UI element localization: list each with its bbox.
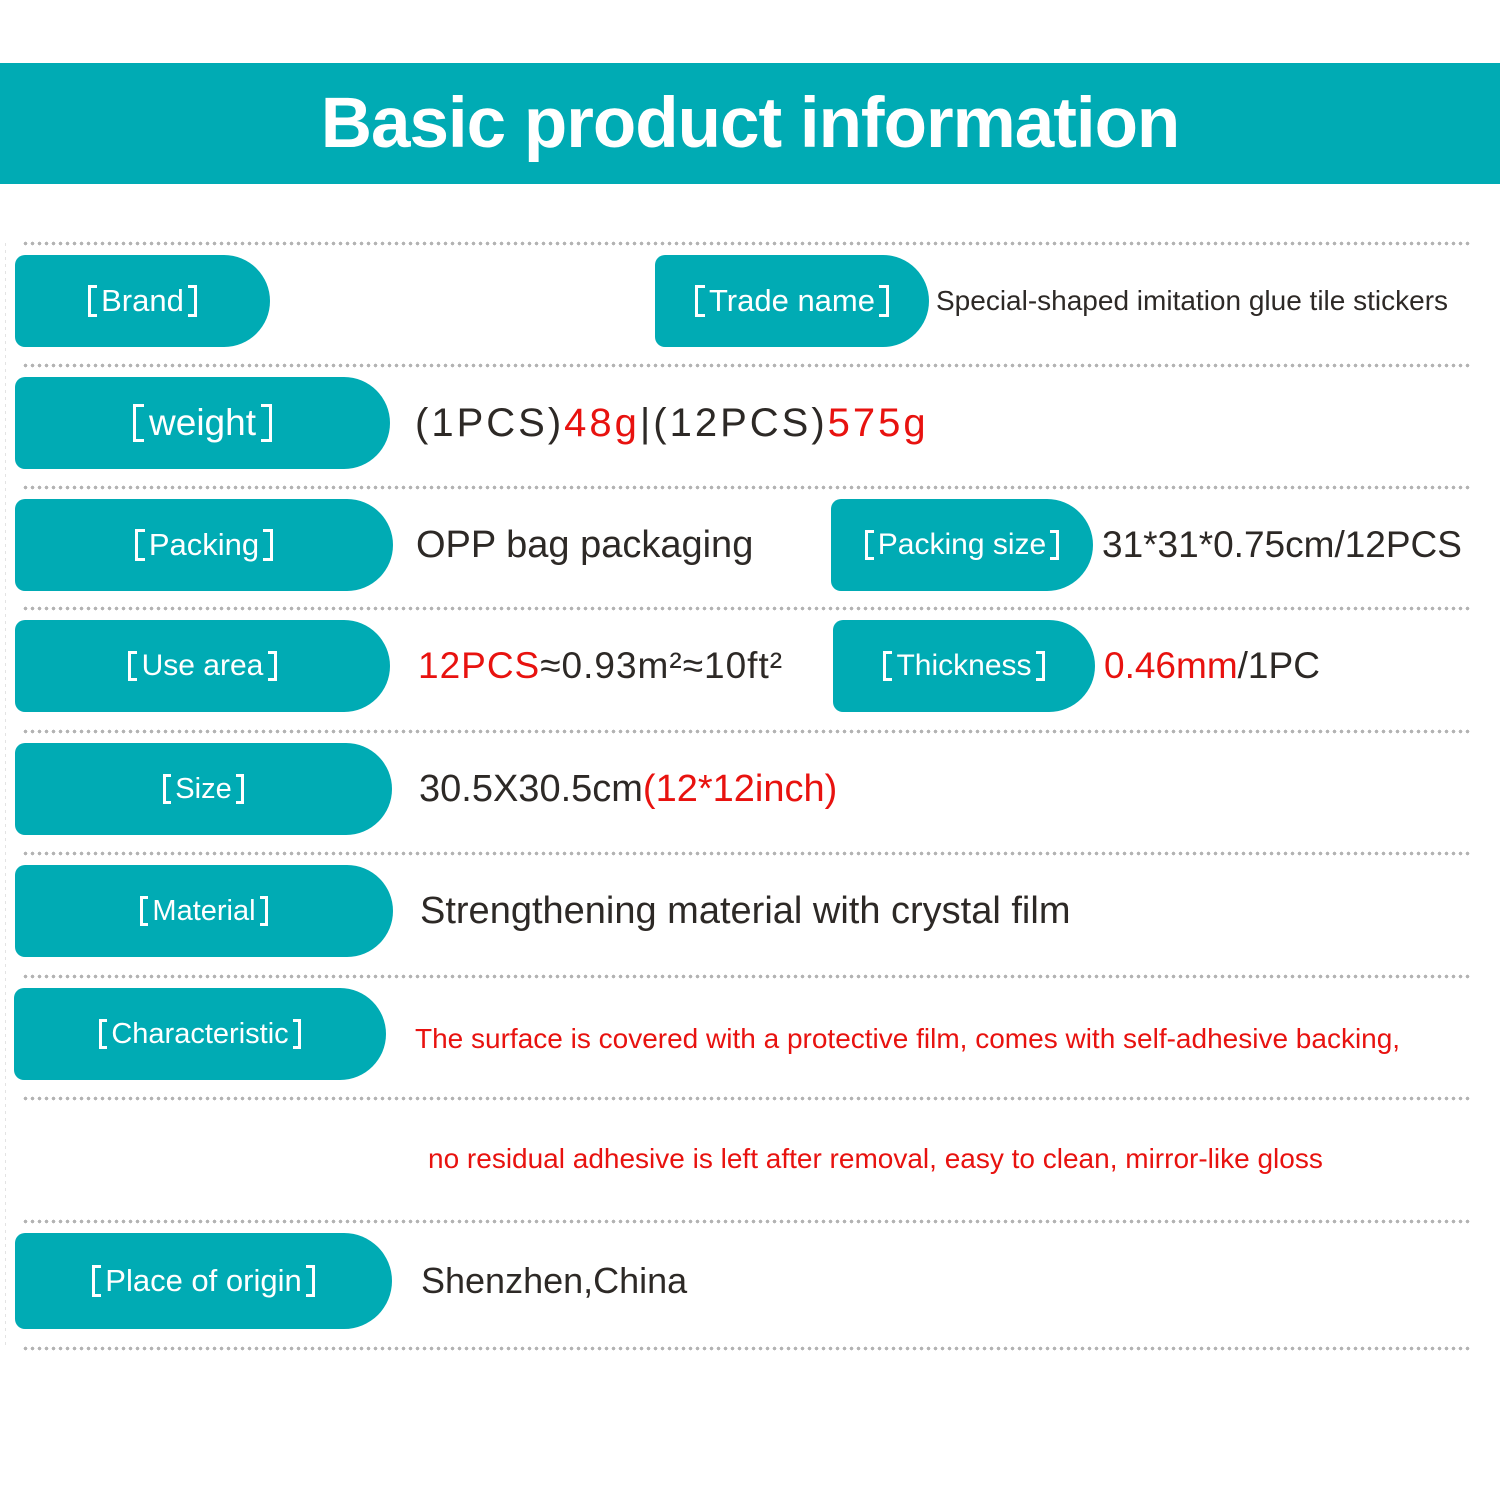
right-bracket-glyph [293,1019,302,1049]
characteristic-label: Characteristic [111,1017,289,1050]
characteristic-label-pill [14,988,386,1080]
left-bracket-glyph [163,774,172,804]
left-edge-dotted-line [5,243,6,1348]
left-bracket-glyph [99,1019,108,1049]
right-bracket-glyph [1036,651,1045,682]
place-of-origin-value: Shenzhen,China [421,1260,688,1301]
left-bracket-glyph [92,1265,101,1297]
packing-size-label-pill [831,499,1093,591]
material-label-pill [15,865,393,957]
left-bracket-glyph [128,651,137,682]
dotted-divider [22,1219,1470,1224]
thickness-value [1104,620,1320,712]
right-bracket-glyph [260,896,269,926]
right-bracket-glyph [1050,530,1059,561]
right-bracket-glyph [879,285,888,317]
left-bracket-glyph [88,285,97,317]
weight-value-part: 575g [827,400,929,445]
left-bracket-glyph [865,530,874,561]
thickness-label: Thickness [896,649,1032,682]
size-value-part: (12*12inch) [642,767,838,810]
brand-label-pill [15,255,270,347]
place-of-origin-label: Place of origin [105,1263,302,1298]
right-bracket-glyph [261,404,272,442]
weight-label: weight [149,402,256,443]
thickness-value-part: 0.46mm [1104,645,1238,686]
dotted-divider [22,1096,1470,1101]
left-bracket-glyph [883,651,892,682]
trade-name-value: Special-shaped imitation glue tile stickers [936,285,1449,316]
dotted-divider [22,241,1470,246]
use-area-value-part: 12PCS [418,645,541,686]
right-bracket-glyph [306,1265,315,1297]
left-bracket-glyph [133,404,144,442]
characteristic-value-line2: no residual adhesive is left after removal, easy to clean, mirror-like gloss [428,1143,1323,1174]
place-of-origin-label-pill [15,1233,392,1329]
use-area-value [418,620,783,712]
size-value [419,743,837,835]
material-label: Material [152,894,256,927]
left-bracket-glyph [135,529,144,561]
use-area-label-pill [15,620,390,712]
size-label-pill [15,743,392,835]
weight-label-pill [15,377,390,469]
weight-value-part: | [639,400,654,445]
dotted-divider [22,1346,1470,1351]
weight-value-part: (1PCS) [415,400,565,445]
dotted-divider [22,606,1470,611]
dotted-divider [22,974,1470,979]
right-bracket-glyph [263,529,272,561]
header-banner [0,63,1500,184]
use-area-label: Use area [141,649,264,682]
dotted-divider [22,363,1470,368]
brand-label: Brand [101,283,184,318]
trade-name-label: Trade name [709,283,875,318]
packing-label-pill [15,499,393,591]
packing-value: OPP bag packaging [416,523,754,566]
size-value-part: 30.5X30.5cm [419,767,643,810]
right-bracket-glyph [268,651,277,682]
thickness-value-part: /1PC [1237,645,1320,686]
dotted-divider [22,485,1470,490]
right-bracket-glyph [236,774,245,804]
dotted-divider [22,729,1470,734]
trade-name-label-pill [655,255,929,347]
weight-value-part: (12PCS) [653,400,828,445]
left-bracket-glyph [695,285,704,317]
use-area-value-part: ≈0.93m²≈10ft² [540,645,784,686]
packing-size-value: 31*31*0.75cm/12PCS [1102,524,1462,565]
characteristic-value-line1: The surface is covered with a protective film, comes with self-adhesive backing, [415,1023,1401,1054]
dotted-divider [22,851,1470,856]
material-value: Strengthening material with crystal film [420,889,1071,932]
weight-value [415,377,929,469]
thickness-label-pill [833,620,1095,712]
packing-size-label: Packing size [877,528,1047,561]
packing-label: Packing [148,527,260,562]
weight-value-part: 48g [564,400,640,445]
right-bracket-glyph [188,285,197,317]
left-bracket-glyph [140,896,149,926]
size-label: Size [175,772,232,805]
page-title: Basic product information [320,84,1180,163]
